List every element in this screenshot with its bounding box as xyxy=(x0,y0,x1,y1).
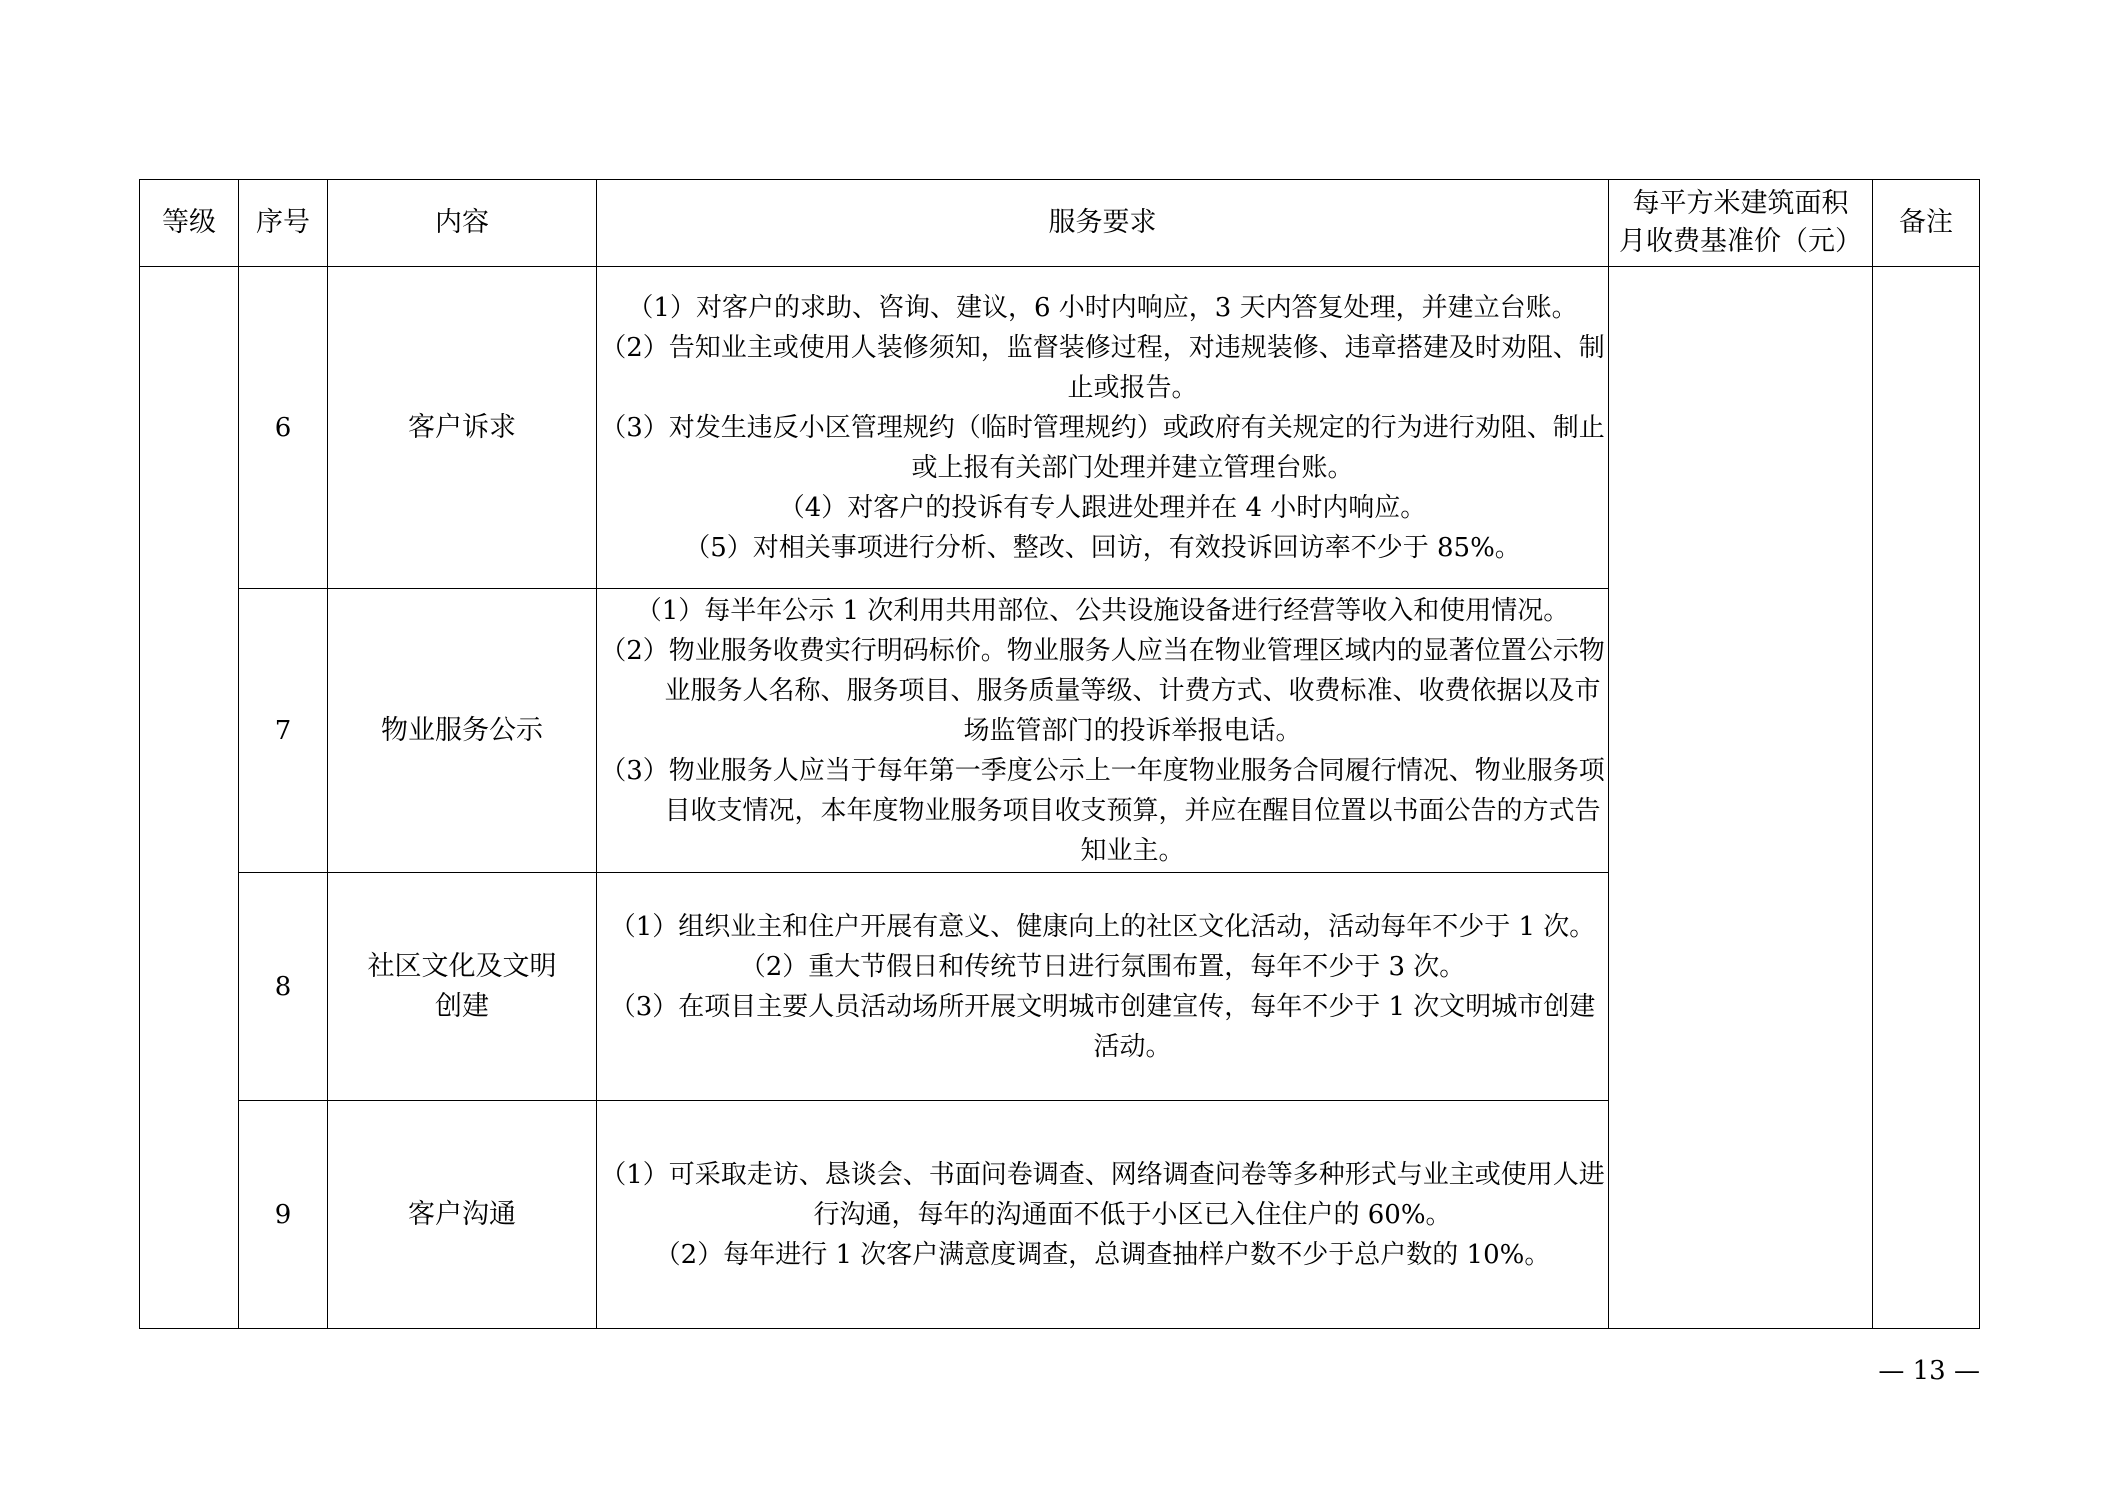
row-content-line2: 创建 xyxy=(435,990,489,1022)
table-row xyxy=(140,267,1980,589)
requirement-item: （2）重大节假日和传统节日进行氛围布置，每年不少于 3 次。 xyxy=(739,951,1466,982)
requirement-item: （2）每年进行 1 次客户满意度调查，总调查抽样户数不少于总户数的 10%。 xyxy=(654,1239,1551,1270)
header-price-line2: 月收费基准价（元） xyxy=(1619,226,1862,257)
row-seq: 9 xyxy=(239,1101,328,1329)
requirement-item: （1）组织业主和住户开展有意义、健康向上的社区文化活动，活动每年不少于 1 次。 xyxy=(609,911,1596,942)
row-seq: 7 xyxy=(239,589,328,873)
row-content: 物业服务公示 xyxy=(328,589,597,873)
row-content xyxy=(328,873,597,1101)
row-requirements xyxy=(597,267,1609,589)
requirement-item: （1）可采取走访、恳谈会、书面问卷调查、网络调查问卷等多种形式与业主或使用人进行沟通，每年的沟通面不低于小区已入住住户的 60%。 xyxy=(600,1159,1605,1230)
header-seq: 序号 xyxy=(239,180,328,267)
requirement-item: （2）告知业主或使用人装修须知，监督装修过程，对违规装修、违章搭建及时劝阻、制止或报告。 xyxy=(600,332,1605,403)
row-content: 客户诉求 xyxy=(328,267,597,589)
header-requirements: 服务要求 xyxy=(597,180,1609,267)
requirement-item: （2）物业服务收费实行明码标价。物业服务人应当在物业管理区域内的显著位置公示物业服务人名称、服务项目、服务质量等级、计费方式、收费标准、收费依据以及市场监管部门的投诉举报电话。 xyxy=(600,635,1605,746)
row-requirements xyxy=(597,589,1609,873)
header-grade: 等级 xyxy=(140,180,239,267)
header-price xyxy=(1609,180,1873,267)
requirement-item: （5）对相关事项进行分析、整改、回访，有效投诉回访率不少于 85%。 xyxy=(684,532,1521,563)
remarks-cell xyxy=(1873,267,1980,1329)
header-content: 内容 xyxy=(328,180,597,267)
row-requirements xyxy=(597,1101,1609,1329)
service-standards-table xyxy=(139,179,1980,1329)
grade-cell xyxy=(140,267,239,1329)
row-content-line1: 社区文化及文明 xyxy=(367,950,557,982)
price-cell xyxy=(1609,267,1873,1329)
row-content: 客户沟通 xyxy=(328,1101,597,1329)
header-remarks: 备注 xyxy=(1873,180,1980,267)
requirement-item: （3）物业服务人应当于每年第一季度公示上一年度物业服务合同履行情况、物业服务项目收支情况，本年度物业服务项目收支预算，并应在醒目位置以书面公告的方式告知业主。 xyxy=(600,755,1605,866)
requirement-item: （3）在项目主要人员活动场所开展文明城市创建宣传，每年不少于 1 次文明城市创建活动。 xyxy=(609,991,1596,1062)
row-requirements xyxy=(597,873,1609,1101)
row-seq: 6 xyxy=(239,267,328,589)
requirement-item: （1）每半年公示 1 次利用共用部位、公共设施设备进行经营等收入和使用情况。 xyxy=(635,595,1570,626)
table-header-row xyxy=(140,180,1980,267)
requirement-item: （1）对客户的求助、咨询、建议，6 小时内响应，3 天内答复处理，并建立台账。 xyxy=(627,292,1578,323)
requirement-item: （4）对客户的投诉有专人跟进处理并在 4 小时内响应。 xyxy=(778,492,1427,523)
page-number: — 13 — xyxy=(1878,1356,1980,1386)
row-seq: 8 xyxy=(239,873,328,1101)
header-price-line1: 每平方米建筑面积 xyxy=(1632,188,1849,219)
requirement-item: （3）对发生违反小区管理规约（临时管理规约）或政府有关规定的行为进行劝阻、制止或上报有关部门处理并建立管理台账。 xyxy=(600,412,1605,483)
